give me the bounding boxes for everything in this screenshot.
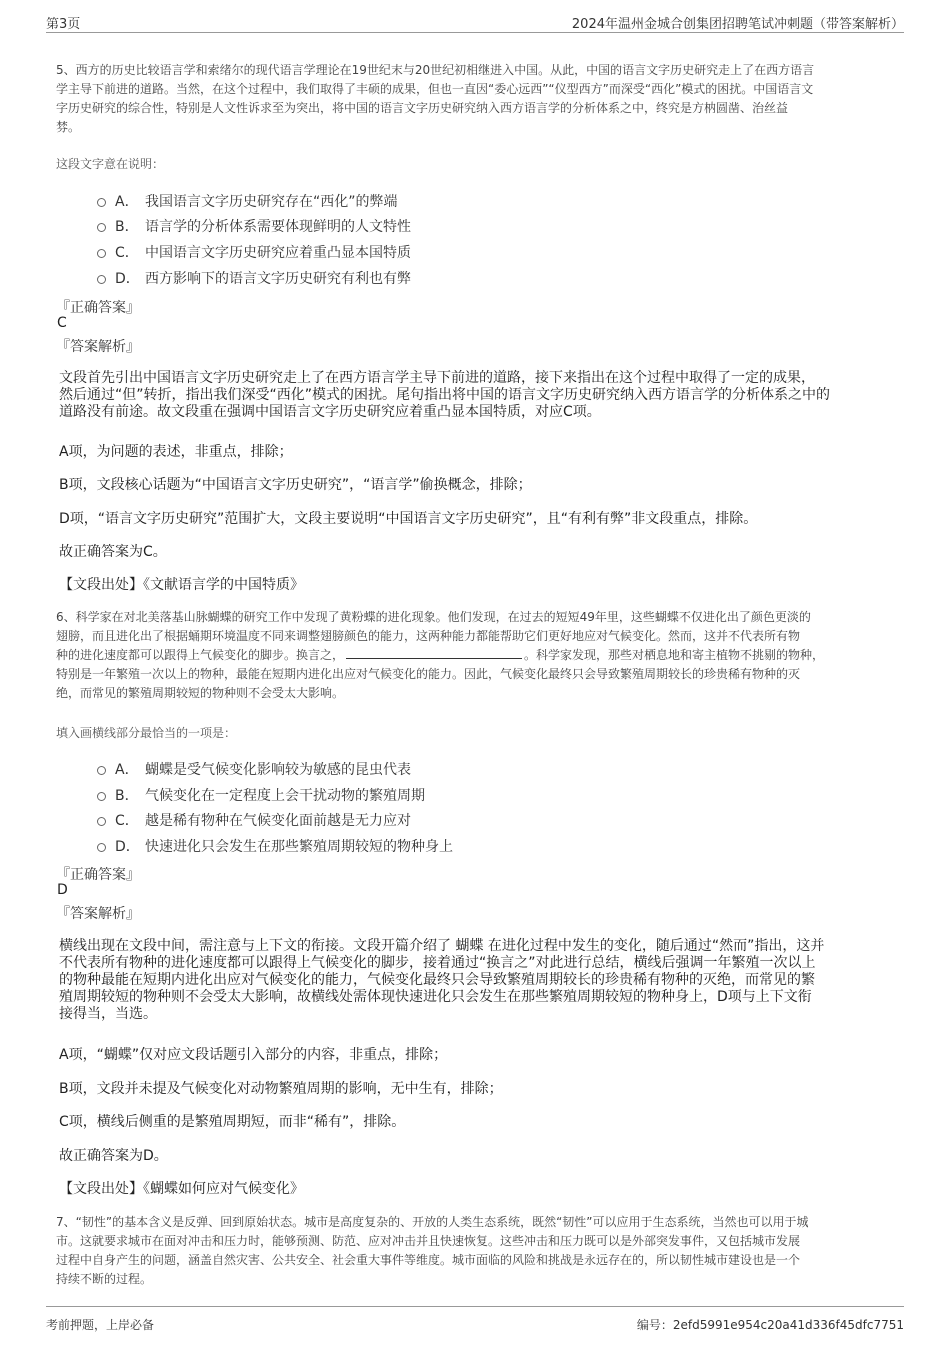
- stem-line: 6、科学家在对北美落基山脉蝴蝶的研究工作中发现了黄粉蝶的进化现象。他们发现，在过去的短短49年里，这些蝴蝶不仅进化出了颜色更淡的: [56, 610, 811, 624]
- fill-blank: [346, 648, 522, 659]
- stem-line: 绝，而常见的繁殖周期较短的物种则不会受太大影响。: [56, 686, 345, 700]
- stem-line: 7、“韧性”的基本含义是反弹、回到原始状态。城市是高度复杂的、开放的人类生态系统，既然“韧性”可以应用于生态系统，当然也可以用于城: [56, 1215, 809, 1229]
- option-a[interactable]: [97, 191, 398, 211]
- radio-icon[interactable]: [97, 249, 106, 258]
- question-7-stem: [56, 1213, 906, 1289]
- analysis-para: B项，文段并未提及气候变化对动物繁殖周期的影响，无中生有，排除；: [59, 1081, 503, 1097]
- conclusion: 故正确答案为C。: [59, 544, 167, 560]
- stem-line-with-blank: [56, 646, 906, 665]
- question-6-prompt: 填入画横线部分最恰当的一项是：: [56, 726, 237, 740]
- analysis-label: 『答案解析』: [56, 339, 140, 355]
- option-text: 语言学的分析体系需要体现鲜明的人文特性: [145, 219, 411, 235]
- document-id: 编号：2efd5991e954c20a41d336f45dfc7751: [636, 1318, 904, 1332]
- radio-icon[interactable]: [97, 223, 106, 232]
- stem-line: 持续不断的过程。: [56, 1272, 153, 1286]
- analysis-line: 接得当，当选。: [59, 1006, 157, 1022]
- analysis-para: C项，横线后侧重的是繁殖周期短，而非“稀有”，排除。: [59, 1114, 406, 1130]
- option-text: 中国语言文字历史研究应着重凸显本国特质: [145, 245, 411, 261]
- stem-line: 5、西方的历史比较语言学和索绪尔的现代语言学理论在19世纪末与20世纪初相继进入中国。从此，中国的语言文字历史研究走上了在西方语言: [56, 63, 815, 77]
- option-b[interactable]: [97, 785, 425, 805]
- stem-line: 市。这就要求城市在面对冲击和压力时，能够预测、防范、应对冲击并且快速恢复。这些冲击和压力既可以是外部突发事件，又包括城市发展: [56, 1234, 801, 1248]
- conclusion: 故正确答案为D。: [59, 1148, 168, 1164]
- option-text: 我国语言文字历史研究存在“西化”的弊端: [145, 194, 398, 210]
- stem-line: 学主导下前进的道路。当然，在这个过程中，我们取得了丰硕的成果，但也一直因“委心远西”“仪型西方”而深受“西化”模式的困扰。中国语言文: [56, 82, 814, 96]
- option-text: 气候变化在一定程度上会干扰动物的繁殖周期: [145, 788, 425, 804]
- option-letter: D．: [115, 839, 140, 855]
- source: 【文段出处】《蝴蝶如何应对气候变化》: [59, 1181, 304, 1197]
- analysis-line: 然后通过“但”转折，指出我们深受“西化”模式的困扰。尾句指出将中国的语言文字历史研究纳入西方语言学的分析体系之中的: [59, 387, 831, 403]
- analysis-text: [59, 938, 899, 1023]
- analysis-line: 文段首先引出中国语言文字历史研究走上了在西方语言学主导下前进的道路，接下来指出在这个过程中取得了一定的成果，: [59, 370, 815, 386]
- radio-icon[interactable]: [97, 817, 106, 826]
- correct-answer: D: [57, 882, 68, 898]
- option-text: 越是稀有物种在气候变化面前越是无力应对: [145, 813, 411, 829]
- page-number: 第3页: [46, 17, 81, 32]
- analysis-line: 横线出现在文段中间，需注意与上下文的衔接。文段开篇介绍了 蝴蝶 在进化过程中发生的变化，随后通过“然而”指出，这并: [59, 938, 825, 954]
- option-letter: A．: [115, 194, 139, 210]
- radio-icon[interactable]: [97, 792, 106, 801]
- page-footer: [46, 1306, 904, 1341]
- stem-line: 翅膀，而且进化出了根据蛹期环境温度不同来调整翅膀颜色的能力，这两种能力都能帮助它们更好地应对气候变化。然而，这并不代表所有物: [56, 629, 801, 643]
- analysis-line: 殖周期较短的物种则不会受太大影响，故横线处需体现快速进化只会发生在那些繁殖周期较短的物种身上，D项与上下文衔: [59, 989, 812, 1005]
- answer-label: 『正确答案』: [56, 867, 140, 883]
- answer-label: 『正确答案』: [56, 300, 140, 316]
- stem-line: 种的进化速度都可以跟得上气候变化的脚步。换言之，: [56, 648, 345, 662]
- stem-line: 。科学家发现，那些对栖息地和寄主植物不挑剔的物种，: [524, 648, 825, 662]
- analysis-text: [59, 370, 899, 421]
- analysis-line: 不代表所有物种的进化速度都可以跟得上气候变化的脚步，接着通过“换言之”对此进行总结，横线后强调一年繁殖一次以上: [59, 955, 816, 971]
- radio-icon[interactable]: [97, 275, 106, 284]
- footer-slogan: 考前押题，上岸必备: [46, 1318, 155, 1332]
- option-text: 快速进化只会发生在那些繁殖周期较短的物种身上: [145, 839, 453, 855]
- correct-answer: C: [57, 315, 67, 331]
- analysis-para: A项，“蝴蝶”仅对应文段话题引入部分的内容，非重点，排除；: [59, 1047, 448, 1063]
- option-letter: D．: [115, 271, 140, 287]
- option-d[interactable]: [97, 836, 453, 856]
- option-letter: C．: [115, 245, 139, 261]
- option-text: 西方影响下的语言文字历史研究有利也有弊: [145, 271, 411, 287]
- option-letter: C．: [115, 813, 139, 829]
- analysis-para: B项，文段核心话题为“中国语言文字历史研究”，“语言学”偷换概念，排除；: [59, 477, 532, 493]
- analysis-para: D项，“语言文字历史研究”范围扩大，文段主要说明“中国语言文字历史研究”，且“有利有弊”非文段重点，排除。: [59, 511, 758, 527]
- option-a[interactable]: [97, 759, 411, 779]
- radio-icon[interactable]: [97, 766, 106, 775]
- option-letter: B．: [115, 788, 139, 804]
- page-header: [46, 10, 904, 33]
- option-c[interactable]: [97, 242, 411, 262]
- stem-line: 特别是一年繁殖一次以上的物种，最能在短期内进化出应对气候变化的能力。因此，气候变化最终只会导致繁殖周期较长的珍贵稀有物种的灭: [56, 667, 801, 681]
- analysis-line: 道路没有前途。故文段重在强调中国语言文字历史研究应着重凸显本国特质，对应C项。: [59, 404, 601, 420]
- question-5-prompt: 这段文字意在说明：: [56, 157, 165, 171]
- option-d[interactable]: [97, 268, 411, 288]
- stem-line: 棼。: [56, 120, 81, 134]
- stem-line: 过程中自身产生的问题，涵盖自然灾害、公共安全、社会重大事件等维度。城市面临的风险和挑战是永远存在的，所以韧性城市建设也是一个: [56, 1253, 801, 1267]
- stem-line: 字历史研究的综合性，特别是人文性诉求至为突出，将中国的语言文字历史研究纳入西方语言学的分析体系之中，终究是方枘圆凿、治丝益: [56, 101, 789, 115]
- analysis-line: 的物种最能在短期内进化出应对气候变化的能力，气候变化最终只会导致繁殖周期较长的珍贵稀有物种的灭绝，而常见的繁: [59, 972, 815, 988]
- option-letter: B．: [115, 219, 139, 235]
- option-text: 蝴蝶是受气候变化影响较为敏感的昆虫代表: [145, 762, 411, 778]
- analysis-para: A项，为问题的表述，非重点，排除；: [59, 444, 293, 460]
- radio-icon[interactable]: [97, 198, 106, 207]
- source: 【文段出处】《文献语言学的中国特质》: [59, 577, 304, 593]
- document-title: 2024年温州金城合创集团招聘笔试冲刺题（带答案解析）: [571, 17, 904, 32]
- question-5-stem: [56, 61, 906, 137]
- analysis-label: 『答案解析』: [56, 906, 140, 922]
- option-c[interactable]: [97, 810, 411, 830]
- question-6-stem: [56, 608, 906, 703]
- option-letter: A．: [115, 762, 139, 778]
- radio-icon[interactable]: [97, 843, 106, 852]
- option-b[interactable]: [97, 216, 411, 236]
